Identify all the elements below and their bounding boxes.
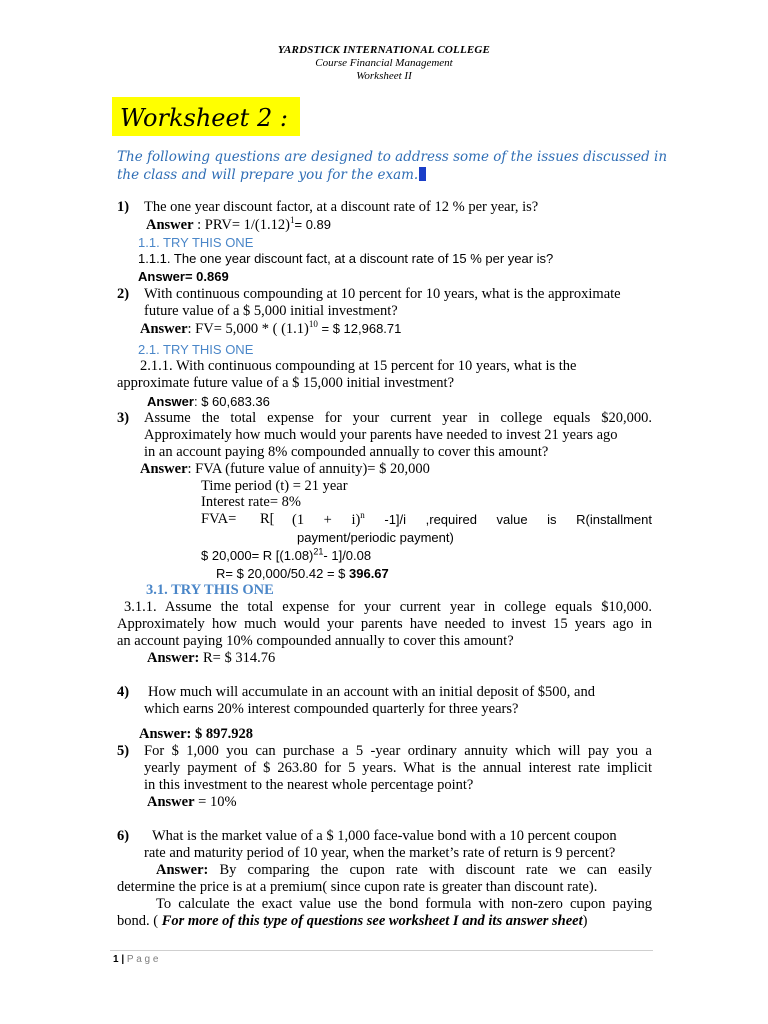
q3-time-period: Time period (t) = 21 year xyxy=(201,478,348,494)
q3-fva-formula-r: R[ xyxy=(260,511,275,527)
q2-try-line-1: 2.1.1. With continuous compounding at 15 percent for 10 years, what is the xyxy=(140,358,577,374)
q2-try-answer-value: : $ 60,683.36 xyxy=(193,394,270,409)
page-number: 1 xyxy=(113,954,119,965)
q1-answer xyxy=(146,216,331,234)
q2-try-label: 2.1. TRY THIS ONE xyxy=(138,342,254,357)
q6-answer-line-4-emphasis: For more of this type of questions see worksheet I and its answer sheet xyxy=(161,913,583,929)
q5-number: 5) xyxy=(117,743,130,759)
q3-calc xyxy=(201,547,371,564)
q5-line-2: yearly payment of $ 263.80 for 5 years. What is the annual interest rate implicit xyxy=(144,760,652,776)
q2-line-2: future value of a $ 5,000 initial investment? xyxy=(144,303,398,319)
q1-try-text: 1.1.1. The one year discount fact, at a discount rate of 15 % per year is? xyxy=(138,251,554,266)
footer-divider xyxy=(110,950,653,951)
q1-text: The one year discount factor, at a discount rate of 12 % per year, is? xyxy=(144,199,539,215)
q3-calc-exponent: 21 xyxy=(313,546,324,557)
q4-answer: Answer: $ 897.928 xyxy=(139,726,253,742)
q4-line-2: which earns 20% interest compounded quarterly for three years? xyxy=(144,701,519,717)
q6-answer-line-4-post: ) xyxy=(582,913,588,929)
worksheet-label: Worksheet II xyxy=(356,70,412,82)
q5-answer-value: = 10% xyxy=(194,794,237,810)
q3-fva-formula xyxy=(292,511,652,529)
q6-answer-text-1: By comparing the cupon rate with discount rate we can easily xyxy=(208,862,652,878)
q6-answer-label: Answer: xyxy=(156,862,209,878)
q3-fva-rest: -1]/i ,required value is R(installment xyxy=(364,512,652,527)
q3-calc-pre: $ 20,000= R [(1.08) xyxy=(201,548,314,563)
q2-answer-result: = $ 12,968.71 xyxy=(317,321,402,336)
q3-fva-exponent: n xyxy=(360,510,365,521)
q6-number: 6) xyxy=(117,828,130,844)
q3-answer-value: : FVA (future value of annuity)= $ 20,000 xyxy=(187,461,430,477)
q2-try-answer xyxy=(147,393,270,410)
q3-number: 3) xyxy=(117,410,130,426)
q3-try-line-1: 3.1.1. Assume the total expense for your current year in college equals $10,000. xyxy=(124,599,652,615)
q1-try-label: 1.1. TRY THIS ONE xyxy=(138,235,254,250)
q1-answer-formula: : PRV= 1/(1.12) xyxy=(193,217,290,233)
q3-try-answer-value: R= $ 314.76 xyxy=(199,650,276,666)
q5-answer-label: Answer xyxy=(147,794,195,810)
text-cursor-icon xyxy=(419,167,426,181)
q2-answer xyxy=(140,320,401,338)
q1-try-answer xyxy=(138,268,229,285)
q3-line-2: Approximately how much would your parents have needed to invest 21 years ago xyxy=(144,427,618,443)
page-separator: | xyxy=(118,954,127,965)
q3-try-answer xyxy=(147,650,275,667)
q5-line-3: in this investment to the nearest whole percentage point? xyxy=(144,777,474,793)
q1-answer-exponent: 1 xyxy=(289,215,295,226)
q3-line-1: Assume the total expense for your current year in college equals $20,000. xyxy=(144,410,652,426)
q3-calc-post: - 1]/0.08 xyxy=(323,548,372,563)
q3-result xyxy=(216,565,389,582)
q3-line-3: in an account paying 8% compounded annually to cover this amount? xyxy=(144,444,549,460)
q3-try-answer-label: Answer: xyxy=(147,650,200,666)
q3-result-value: 396.67 xyxy=(349,566,389,581)
q2-number: 2) xyxy=(117,286,130,302)
q2-line-1: With continuous compounding at 10 percent for 10 years, what is the approximate xyxy=(144,286,621,302)
q6-answer-line-4-pre: bond. ( xyxy=(117,913,162,929)
q3-result-pre: R= $ 20,000/50.42 = $ xyxy=(216,566,349,581)
q4-number: 4) xyxy=(117,684,130,700)
intro-line-1: The following questions are designed to address some of the issues discussed in xyxy=(117,149,668,165)
q2-answer-formula: : FV= 5,000 * ( (1.1) xyxy=(187,321,309,337)
q3-try-label: 3.1. TRY THIS ONE xyxy=(146,582,274,598)
q3-fva-line-2: payment/periodic payment) xyxy=(297,530,454,545)
q6-answer-line-3: To calculate the exact value use the bond formula with non-zero cupon paying xyxy=(156,896,652,912)
q2-try-line-2: approximate future value of a $ 15,000 initial investment? xyxy=(117,375,455,391)
q1-number: 1) xyxy=(117,199,130,215)
q3-answer-label: Answer xyxy=(140,461,188,477)
intro-line-2-text: the class and will prepare you for the exam. xyxy=(117,167,419,183)
q6-answer-line-1 xyxy=(156,862,652,879)
q2-try-answer-label: Answer xyxy=(147,394,194,409)
intro-line-2 xyxy=(117,166,657,184)
q3-interest-rate: Interest rate= 8% xyxy=(201,494,301,510)
q1-answer-result: = 0.89 xyxy=(294,217,331,232)
q1-answer-label: Answer xyxy=(146,217,194,233)
q5-answer xyxy=(147,794,237,811)
q6-line-2: rate and maturity period of 10 year, when the market’s rate of return is 9 percent? xyxy=(144,845,616,861)
q3-try-line-2: Approximately how much would your parents have needed to invest 15 years ago in xyxy=(117,616,652,632)
q4-line-1: How much will accumulate in an account with an initial deposit of $500, and xyxy=(148,684,595,700)
worksheet-title: Worksheet 2 : xyxy=(112,97,300,136)
q6-answer-line-2: determine the price is at a premium( since cupon rate is greater than discount rate). xyxy=(117,879,598,895)
q3-answer xyxy=(140,461,430,478)
q2-answer-label: Answer xyxy=(140,321,188,337)
q5-line-1: For $ 1,000 you can purchase a 5 -year ordinary annuity which will pay you a xyxy=(144,743,652,759)
q6-answer-line-4 xyxy=(117,913,588,930)
q3-fva-label: FVA= xyxy=(201,511,237,527)
course-name: Course Financial Management xyxy=(315,57,453,69)
page-footer xyxy=(113,954,158,965)
q3-fva-base: (1 + i) xyxy=(292,512,361,528)
q3-try-line-3: an account paying 10% compounded annually to cover this amount? xyxy=(117,633,514,649)
page-word: P a g e xyxy=(126,954,159,965)
college-name: YARDSTICK INTERNATIONAL COLLEGE xyxy=(277,44,491,56)
q2-answer-exponent: 10 xyxy=(308,319,318,330)
q1-try-answer-text: Answer= 0.869 xyxy=(138,269,229,284)
q6-line-1: What is the market value of a $ 1,000 face-value bond with a 10 percent coupon xyxy=(152,828,617,844)
